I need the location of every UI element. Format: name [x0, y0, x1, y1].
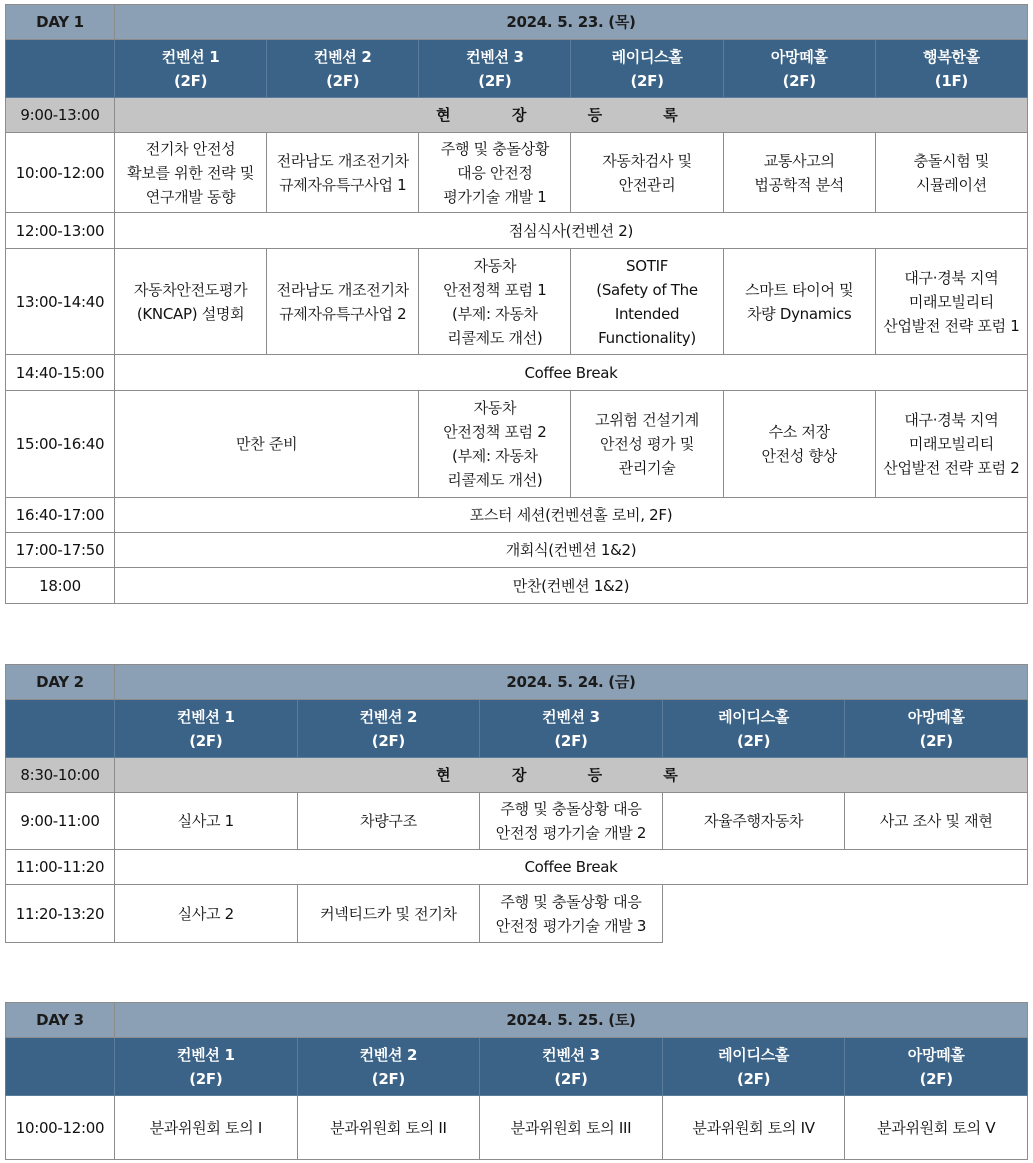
session-cell: 고위험 건설기계 안전성 평가 및 관리기술: [571, 391, 723, 498]
time-cell: 17:00-17:50: [6, 533, 115, 568]
session-cell: SOTIF (Safety of The Intended Functionality): [571, 249, 723, 355]
venue-header: 레이디스홀 (2F): [571, 40, 723, 98]
session-cell: 전라남도 개조전기차 규제자유특구사업 2: [267, 249, 419, 355]
venue-header: 행복한홀 (1F): [875, 40, 1027, 98]
session-cell: 분과위원회 토의 III: [480, 1096, 663, 1160]
venue-header: 아망떼홀 (2F): [845, 1038, 1028, 1096]
venue-header: 컨벤션 1 (2F): [115, 1038, 298, 1096]
day1-label: DAY 1: [6, 5, 115, 40]
registration-banner: 현 장 등 록: [115, 758, 1028, 793]
day1-date: 2024. 5. 23. (목): [115, 5, 1028, 40]
session-cell: 실사고 1: [115, 793, 298, 850]
session-cell: 분과위원회 토의 II: [297, 1096, 480, 1160]
session-cell: 차량구조: [297, 793, 480, 850]
day3-schedule-table: [5, 1002, 1028, 1160]
session-cell: 대구·경북 지역 미래모빌리티 산업발전 전략 포럼 1: [875, 249, 1027, 355]
session-cell: 분과위원회 토의 I: [115, 1096, 298, 1160]
session-cell: 실사고 2: [115, 885, 298, 943]
session-cell: 주행 및 충돌상황 대응 안전정 평가기술 개발 2: [480, 793, 663, 850]
venue-header: 컨벤션 2 (2F): [267, 40, 419, 98]
time-cell: 10:00-12:00: [6, 1096, 115, 1160]
venue-header: 아망떼홀 (2F): [723, 40, 875, 98]
time-cell: 11:20-13:20: [6, 885, 115, 943]
venue-header: 레이디스홀 (2F): [662, 700, 845, 758]
session-cell: 자동차검사 및 안전관리: [571, 133, 723, 213]
session-cell: 충돌시험 및 시뮬레이션: [875, 133, 1027, 213]
span-event-cell: 점심식사(컨벤션 2): [115, 213, 1028, 249]
time-cell: 13:00-14:40: [6, 249, 115, 355]
time-cell: 8:30-10:00: [6, 758, 115, 793]
venue-header: 컨벤션 3 (2F): [480, 700, 663, 758]
venue-header: 컨벤션 1 (2F): [115, 40, 267, 98]
venue-header: 컨벤션 3 (2F): [419, 40, 571, 98]
venue-header: 컨벤션 2 (2F): [297, 1038, 480, 1096]
venue-header-blank: [6, 700, 115, 758]
time-cell: 9:00-13:00: [6, 98, 115, 133]
session-cell: 자동차 안전정책 포럼 1 (부제: 자동차 리콜제도 개선): [419, 249, 571, 355]
session-cell: 사고 조사 및 재현: [845, 793, 1028, 850]
day3-date: 2024. 5. 25. (토): [115, 1003, 1028, 1038]
day3-label: DAY 3: [6, 1003, 115, 1038]
span-event-cell: 만찬 준비: [115, 391, 419, 498]
span-event-cell: Coffee Break: [115, 355, 1028, 391]
session-cell: 전라남도 개조전기차 규제자유특구사업 1: [267, 133, 419, 213]
time-cell: 10:00-12:00: [6, 133, 115, 213]
session-cell: 주행 및 충돌상황 대응 안전정 평가기술 개발 3: [480, 885, 663, 943]
venue-header: 아망떼홀 (2F): [845, 700, 1028, 758]
time-cell: 11:00-11:20: [6, 850, 115, 885]
span-event-cell: Coffee Break: [115, 850, 1028, 885]
time-cell: 14:40-15:00: [6, 355, 115, 391]
session-cell: 분과위원회 토의 V: [845, 1096, 1028, 1160]
venue-header: 컨벤션 1 (2F): [115, 700, 298, 758]
time-cell: 15:00-16:40: [6, 391, 115, 498]
time-cell: 16:40-17:00: [6, 498, 115, 533]
session-cell: 커넥티드카 및 전기차: [297, 885, 480, 943]
day1-schedule-table: [5, 4, 1028, 604]
session-cell: 자율주행자동차: [662, 793, 845, 850]
span-event-cell: 포스터 세션(컨벤션홀 로비, 2F): [115, 498, 1028, 533]
span-event-cell: 만찬(컨벤션 1&2): [115, 568, 1028, 604]
session-cell: 자동차 안전정책 포럼 2 (부제: 자동차 리콜제도 개선): [419, 391, 571, 498]
session-cell: 주행 및 충돌상황 대응 안전정 평가기술 개발 1: [419, 133, 571, 213]
empty-cell: [662, 885, 1027, 943]
session-cell: 대구·경북 지역 미래모빌리티 산업발전 전략 포럼 2: [875, 391, 1027, 498]
session-cell: 자동차안전도평가 (KNCAP) 설명회: [115, 249, 267, 355]
session-cell: 스마트 타이어 및 차량 Dynamics: [723, 249, 875, 355]
venue-header: 컨벤션 3 (2F): [480, 1038, 663, 1096]
venue-header: 레이디스홀 (2F): [662, 1038, 845, 1096]
day2-date: 2024. 5. 24. (금): [115, 665, 1028, 700]
session-cell: 수소 저장 안전성 향상: [723, 391, 875, 498]
venue-header-blank: [6, 40, 115, 98]
session-cell: 전기차 안전성 확보를 위한 전략 및 연구개발 동향: [115, 133, 267, 213]
day2-schedule-table: [5, 664, 1028, 943]
venue-header: 컨벤션 2 (2F): [297, 700, 480, 758]
day2-label: DAY 2: [6, 665, 115, 700]
registration-banner: 현 장 등 록: [115, 98, 1028, 133]
venue-header-blank: [6, 1038, 115, 1096]
time-cell: 9:00-11:00: [6, 793, 115, 850]
time-cell: 18:00: [6, 568, 115, 604]
session-cell: 교통사고의 법공학적 분석: [723, 133, 875, 213]
session-cell: 분과위원회 토의 IV: [662, 1096, 845, 1160]
time-cell: 12:00-13:00: [6, 213, 115, 249]
span-event-cell: 개회식(컨벤션 1&2): [115, 533, 1028, 568]
